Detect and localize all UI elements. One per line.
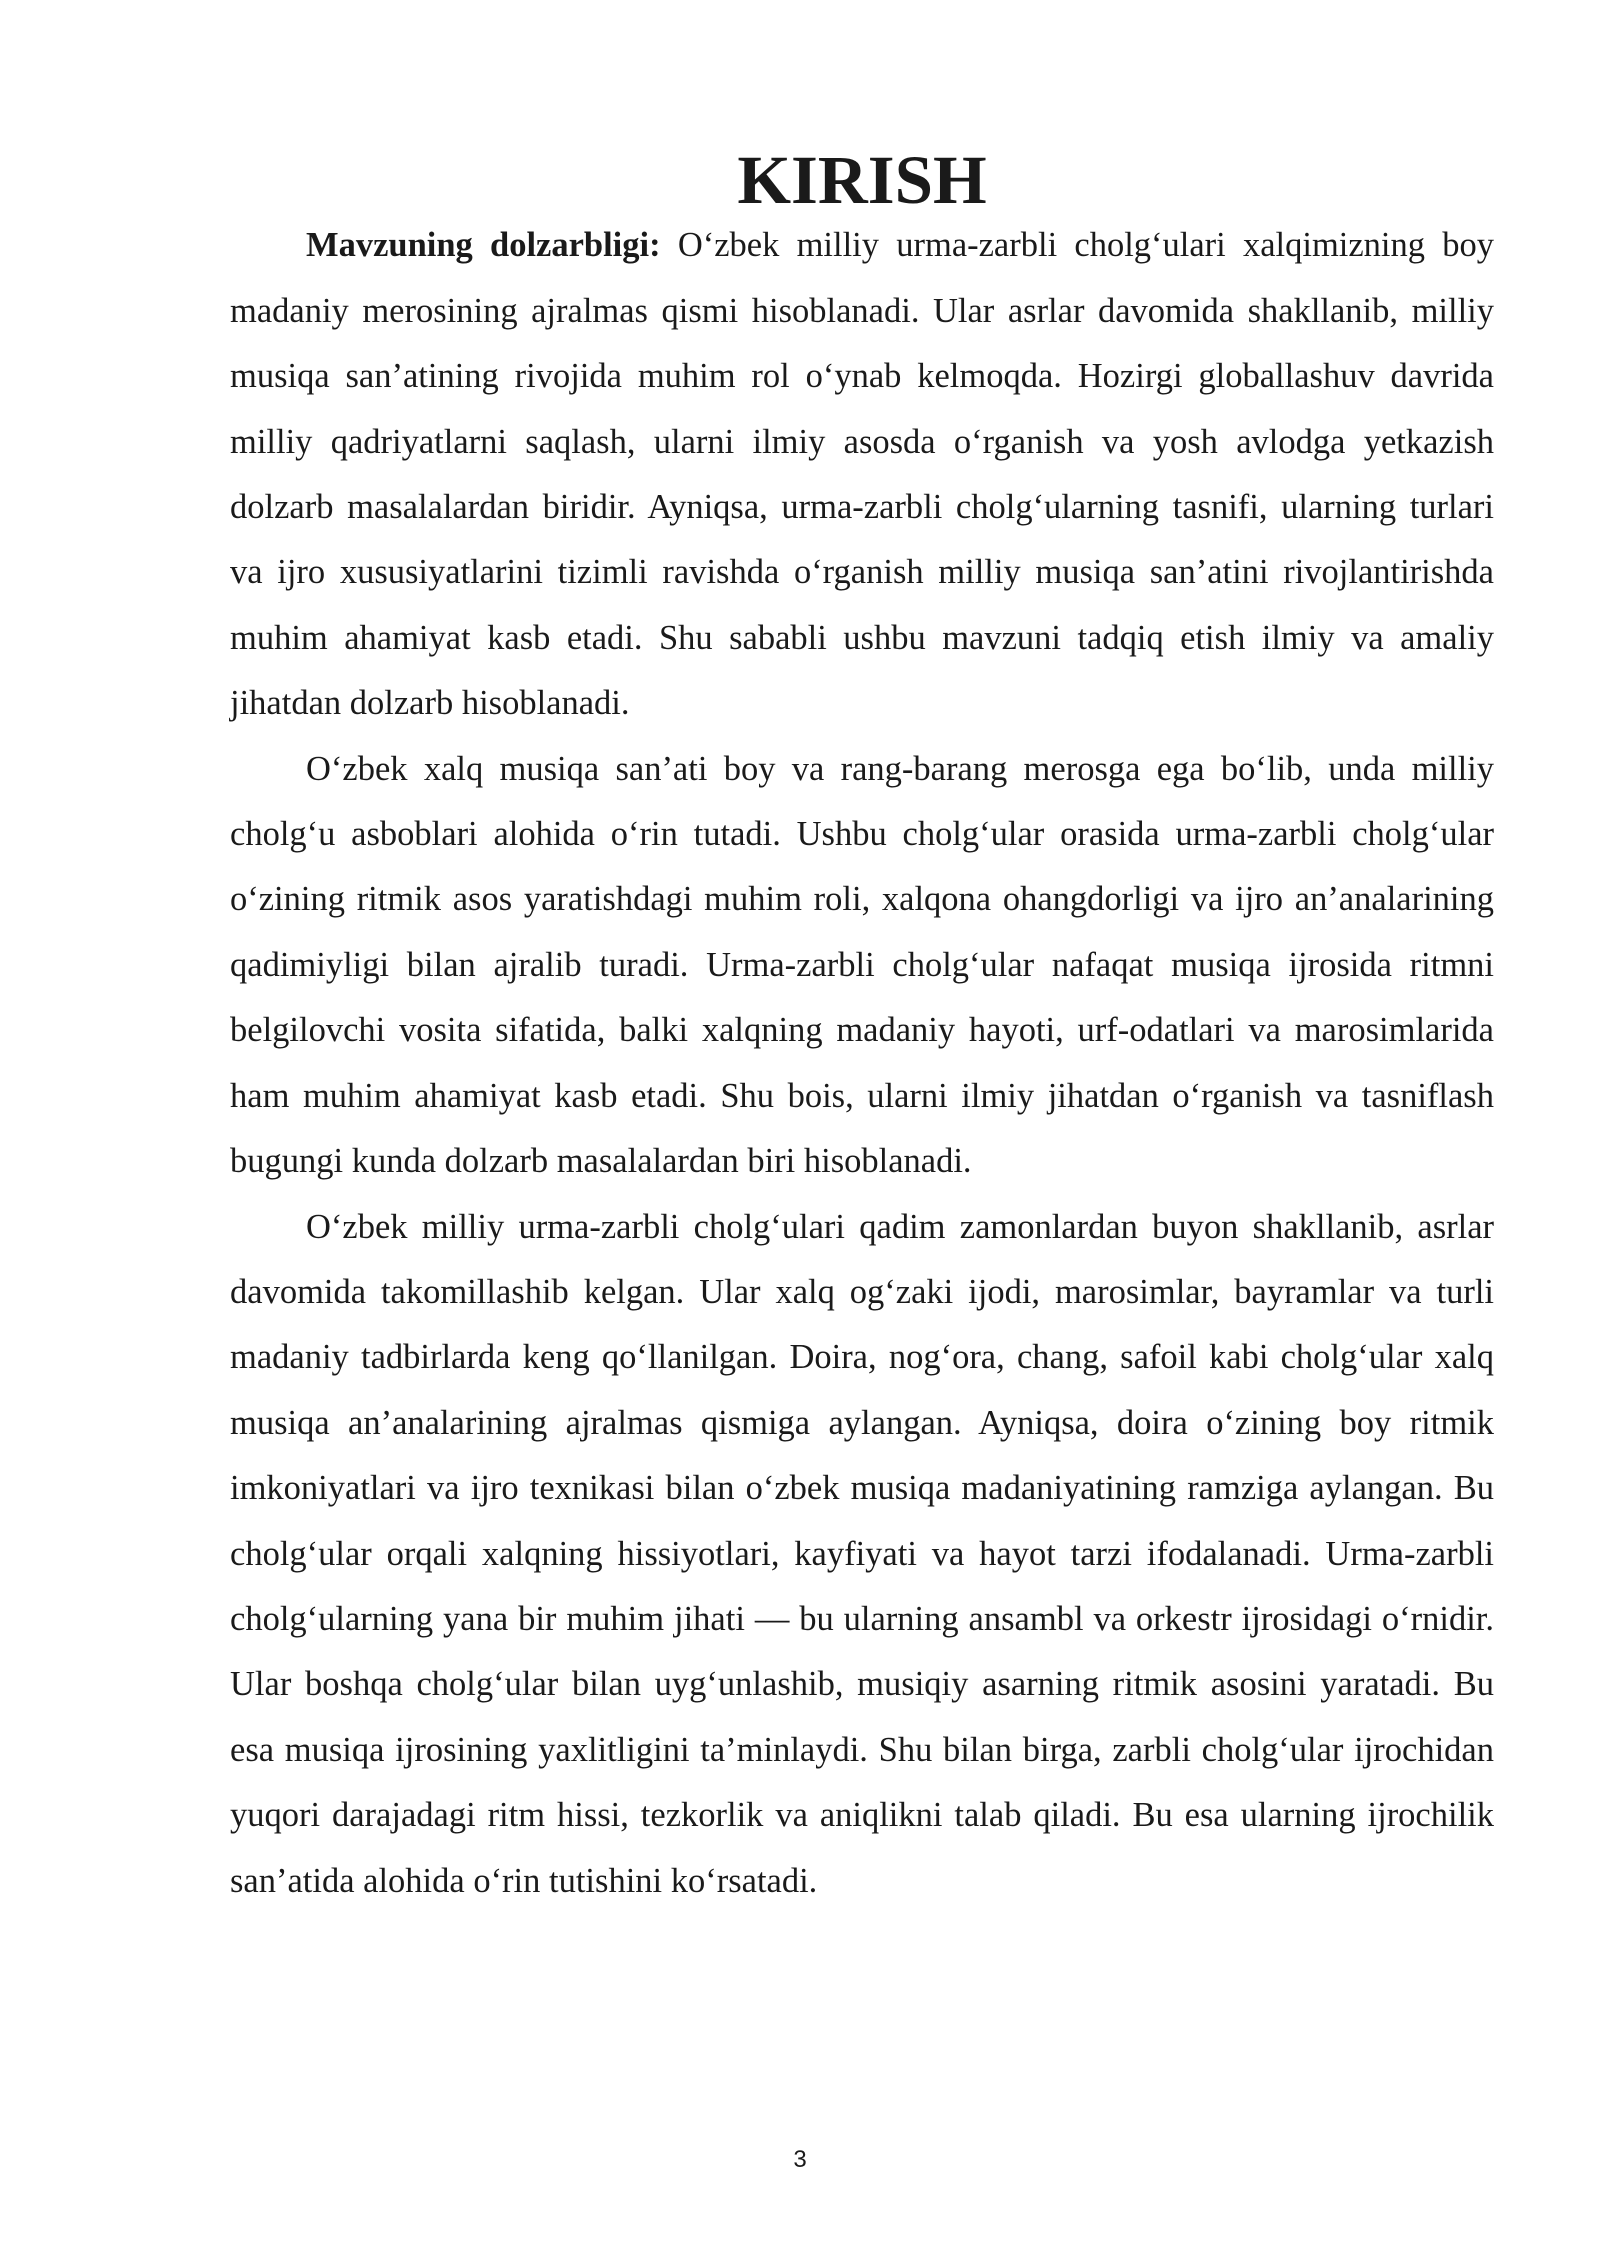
paragraph-relevance — [230, 213, 1494, 736]
document-body — [230, 142, 1494, 1914]
paragraph-heritage: O‘zbek xalq musiqa san’ati boy va rang-barang merosga ega bo‘lib, unda milliy cholg‘u asboblari alohida o‘rin tutadi. Ushbu cholg‘ular orasida urma-zarbli cholg‘ular o‘zining ritmik asos yaratishdagi muhim roli, xalqona ohangdorligi va ijro an’analarining qadimiyligi bilan ajralib turadi. Urma-zarbli cholg‘ular nafaqat musiqa ijrosida ritmni belgilovchi vosita sifatida, balki xalqning madaniy hayoti, urf-odatlari va marosimlarida ham muhim ahamiyat kasb etadi. Shu bois, ularni ilmiy jihatdan o‘rganish va tasniflash bugungi kunda dolzarb masalalardan biri hisoblanadi. — [230, 749, 1494, 1181]
page-number: 3 — [793, 2146, 807, 2173]
paragraph-text: O‘zbek milliy urma-zarbli cholg‘ulari xalqimizning boy madaniy merosining ajralmas qismi hisoblanadi. Ular asrlar davomida shakllanib, milliy musiqa san’atining rivojida muhim rol o‘ynab kelmoqda. Hozirgi globallashuv davrida milliy qadriyatlarni saqlash, ularni ilmiy asosda o‘rganish va yosh avlodga yetkazish dolzarb masalalardan biridir. Ayniqsa, urma-zarbli cholg‘ularning tasnifi, ularning turlari va ijro xususiyatlarini tizimli ravishda o‘rganish milliy musiqa san’atini rivojlantirishda muhim ahamiyat kasb etadi. Shu sababli ushbu mavzuni tadqiq etish ilmiy va amaliy jihatdan dolzarb hisoblanadi. — [230, 226, 1494, 723]
section-title: KIRISH — [737, 142, 987, 218]
paragraph-history: O‘zbek milliy urma-zarbli cholg‘ulari qadim zamonlardan buyon shakllanib, asrlar davomida takomillashib kelgan. Ular xalq og‘zaki ijodi, marosimlar, bayramlar va turli madaniy tadbirlarda keng qo‘llanilgan. Doira, nog‘ora, chang, safoil kabi cholg‘ular xalq musiqa an’analarining ajralmas qismiga aylangan. Ayniqsa, doira o‘zining boy ritmik imkoniyatlari va ijro texnikasi bilan o‘zbek musiqa madaniyatining ramziga aylangan. Bu cholg‘ular orqali xalqning hissiyotlari, kayfiyati va hayot tarzi ifodalanadi. Urma-zarbli cholg‘ularning yana bir muhim jihati — bu ularning ansambl va orkestr ijrosidagi o‘rnidir. Ular boshqa cholg‘ular bilan uyg‘unlashib, musiqiy asarning ritmik asosini yaratadi. Bu esa musiqa ijrosining yaxlitligini ta’minlaydi. Shu bilan birga, zarbli cholg‘ular ijrochidan yuqori darajadagi ritm hissi, tezkorlik va aniqlikni talab qiladi. Bu esa ularning ijrochilik san’atida alohida o‘rin tutishini ko‘rsatadi. — [230, 1207, 1494, 1900]
paragraph-lead: Mavzuning dolzarbligi: — [306, 226, 661, 265]
